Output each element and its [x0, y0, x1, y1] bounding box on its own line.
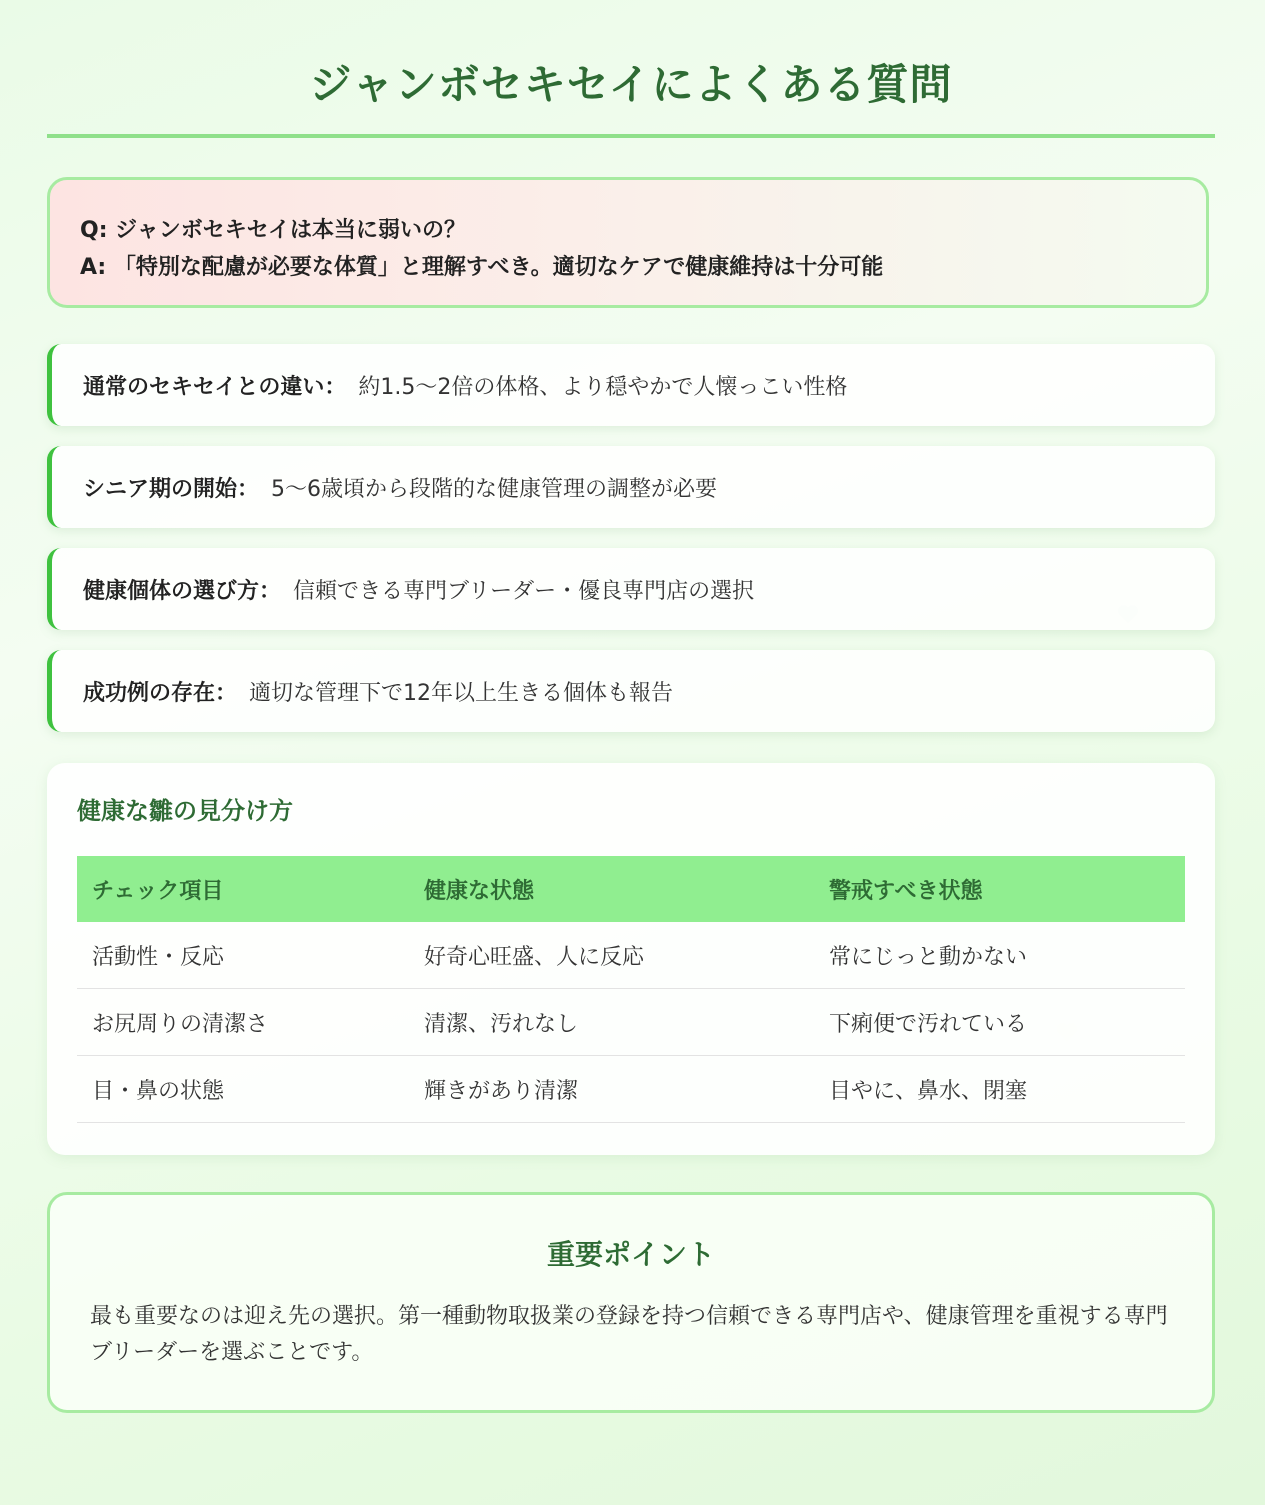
table-cell: 目・鼻の状態: [77, 1056, 409, 1123]
key-point-text: 最も重要なのは迎え先の選択。第一種動物取扱業の登録を持つ信頼できる専門店や、健康管理を重視する専門ブリーダーを選ぶことです。: [90, 1304, 1168, 1365]
fact-item: [47, 446, 1215, 528]
table-heading: 健康な雛の見分け方: [77, 797, 293, 825]
table-cell: 清潔、汚れなし: [409, 989, 814, 1056]
facts-list: [47, 344, 1215, 752]
fact-item: [47, 548, 1215, 630]
key-point-heading: 重要ポイント: [546, 1238, 715, 1271]
table-cell: 輝きがあり清潔: [409, 1056, 814, 1123]
page-title: ジャンボセキセイによくある質問: [309, 60, 953, 109]
fact-label: 通常のセキセイとの違い：: [83, 374, 347, 400]
fact-label: 成功例の存在：: [83, 680, 238, 706]
fact-value: 適切な管理下で12年以上生きる個体も報告: [249, 680, 674, 706]
table-cell: 常にじっと動かない: [814, 922, 1185, 989]
table-row: [77, 922, 1185, 989]
fact-label: シニア期の開始：: [83, 476, 260, 502]
column-header: 健康な状態: [409, 856, 814, 922]
title-divider: [47, 134, 1215, 138]
health-check-card: [47, 763, 1215, 1155]
fact-item: [47, 650, 1215, 732]
table-header-row: [77, 856, 1185, 922]
key-point-box: [47, 1192, 1215, 1413]
health-check-table: [77, 856, 1185, 1123]
table-row: [77, 989, 1185, 1056]
answer-text: A: 「特別な配慮が必要な体質」と理解すべき。適切なケアで健康維持は十分可能: [80, 255, 884, 280]
table-cell: 活動性・反応: [77, 922, 409, 989]
column-header: 警戒すべき状態: [814, 856, 1185, 922]
table-row: [77, 1056, 1185, 1123]
table-cell: 好奇心旺盛、人に反応: [409, 922, 814, 989]
qa-box: [47, 177, 1209, 308]
faq-page: [47, 0, 1215, 1365]
fact-value: 5〜6歳頃から段階的な健康管理の調整が必要: [271, 476, 718, 502]
table-cell: 下痢便で汚れている: [814, 989, 1185, 1056]
column-header: チェック項目: [77, 856, 409, 922]
fact-value: 信頼できる専門ブリーダー・優良専門店の選択: [293, 578, 755, 604]
fact-label: 健康個体の選び方：: [83, 578, 282, 604]
question-text: Q: ジャンボセキセイは本当に弱いの？: [80, 218, 467, 243]
table-cell: 目やに、鼻水、閉塞: [814, 1056, 1185, 1123]
fact-item: [47, 344, 1215, 426]
fact-value: 約1.5〜2倍の体格、より穏やかで人懐っこい性格: [358, 374, 848, 400]
table-cell: お尻周りの清潔さ: [77, 989, 409, 1056]
